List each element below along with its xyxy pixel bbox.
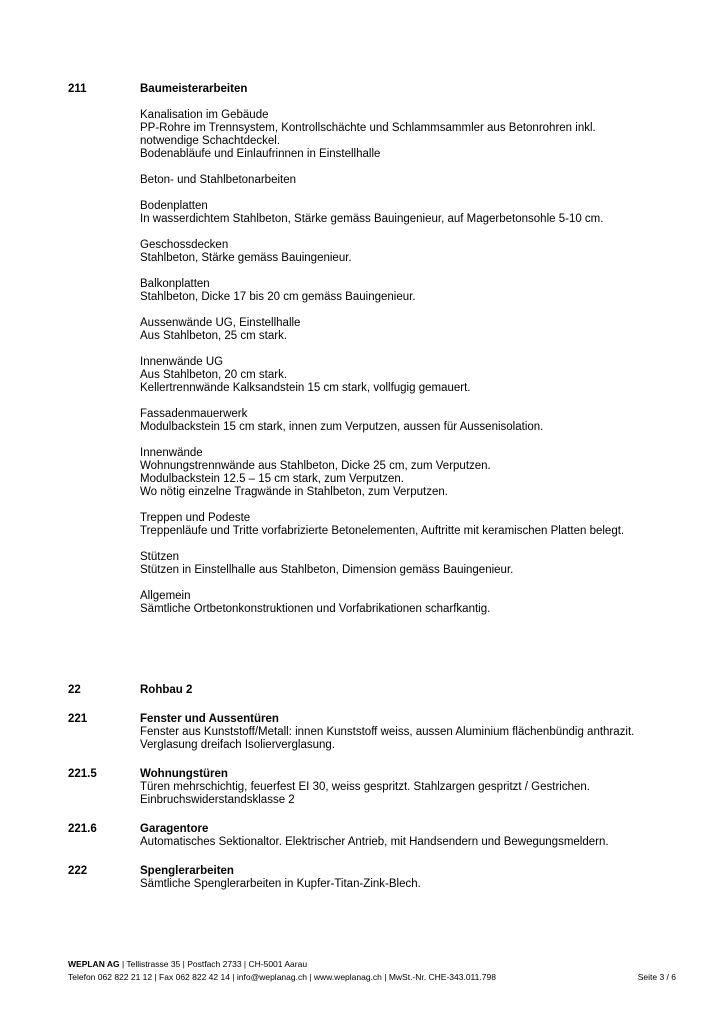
section-title: Wohnungstüren xyxy=(140,768,228,780)
paragraph: Allgemein Sämtliche Ortbetonkonstruktionen und Vorfabrikationen scharfkantig. xyxy=(140,590,491,615)
footer-company: WEPLAN AG xyxy=(68,959,120,969)
section-211 xyxy=(68,83,676,616)
paragraph: Balkonplatten Stahlbeton, Dicke 17 bis 20 cm gemäss Bauingenieur. xyxy=(140,278,416,303)
section-title: Rohbau 2 xyxy=(140,684,193,696)
section-content xyxy=(140,713,676,752)
section-221.6 xyxy=(68,823,676,849)
paragraph: Türen mehrschichtig, feuerfest EI 30, weiss gespritzt. Stahlzargen gespritzt / Gestrichen. Einbruchswiderstandsklasse 2 xyxy=(140,781,590,806)
paragraph: Aussenwände UG, Einstellhalle Aus Stahlbeton, 25 cm stark. xyxy=(140,317,301,342)
section-22 xyxy=(68,684,676,697)
paragraph: Automatisches Sektionaltor. Elektrischer Antrieb, mit Handsendern und Bewegungsmeldern. xyxy=(140,836,609,848)
document-body xyxy=(68,83,676,891)
paragraph: Beton- und Stahlbetonarbeiten xyxy=(140,174,297,186)
section-number: 22 xyxy=(68,684,81,696)
footer-contact: Telefon 062 822 21 12 | Fax 062 822 42 14 | info@weplanag.ch | www.weplanag.ch | MwSt.-Nr. CHE-343.011.798 xyxy=(68,972,496,982)
section-title: Fenster und Aussentüren xyxy=(140,713,279,725)
section-title: Garagentore xyxy=(140,823,209,835)
paragraph: Innenwände UG Aus Stahlbeton, 20 cm stark. Kellertrennwände Kalksandstein 15 cm stark, vollfugig gemauert. xyxy=(140,356,471,394)
paragraph: Kanalisation im Gebäude PP-Rohre im Trennsystem, Kontrollschächte und Schlammsammler aus Betonrohren inkl. notwendige Schachtdeckel. Bodenabläufe und Einlaufrinnen in Einstellhalle xyxy=(140,109,596,160)
section-content xyxy=(140,823,676,849)
section-number: 221 xyxy=(68,713,88,725)
section-number: 211 xyxy=(68,83,87,95)
paragraph: Treppen und Podeste Treppenläufe und Tritte vorfabrizierte Betonelementen, Auftritte mit keramischen Platten belegt. xyxy=(140,512,625,537)
section-number: 222 xyxy=(68,865,88,877)
page-footer xyxy=(68,958,676,984)
paragraph: Innenwände Wohnungstrennwände aus Stahlbeton, Dicke 25 cm, zum Verputzen. Modulbackstein 12.5 – 15 cm stark, zum Verputzen. Wo nötig einzelne Tragwände in Stahlbeton, zum Verputzen. xyxy=(140,447,491,498)
section-221.5 xyxy=(68,768,676,807)
section-222 xyxy=(68,865,676,891)
page-number: Seite 3 / 6 xyxy=(637,972,676,982)
paragraph: Bodenplatten In wasserdichtem Stahlbeton, Stärke gemäss Bauingenieur, auf Magerbetonsohle 5-10 cm. xyxy=(140,200,604,225)
footer-address: | Tellistrasse 35 | Postfach 2733 | CH-5001 Aarau xyxy=(119,959,308,969)
paragraph: Sämtliche Spenglerarbeiten in Kupfer-Titan-Zink-Blech. xyxy=(140,878,421,890)
section-number: 221.5 xyxy=(68,768,97,780)
section-number: 221.6 xyxy=(68,823,97,835)
section-content xyxy=(140,684,676,697)
paragraph: Geschossdecken Stahlbeton, Stärke gemäss Bauingenieur. xyxy=(140,239,352,264)
paragraph: Stützen Stützen in Einstellhalle aus Stahlbeton, Dimension gemäss Bauingenieur. xyxy=(140,551,514,576)
paragraph: Fenster aus Kunststoff/Metall: innen Kunststoff weiss, aussen Aluminium flächenbündig anthrazit. Verglasung dreifach Isolierverglasung. xyxy=(140,726,635,751)
footer-address-line xyxy=(68,958,676,971)
paragraph: Fassadenmauerwerk Modulbackstein 15 cm stark, innen zum Verputzen, aussen für Aussenisolation. xyxy=(140,408,544,433)
section-content xyxy=(140,768,676,807)
section-content xyxy=(140,83,676,616)
footer-contact-line xyxy=(68,971,676,984)
section-221 xyxy=(68,713,676,752)
section-content xyxy=(140,865,676,891)
section-title: Baumeisterarbeiten xyxy=(140,83,248,95)
section-title: Spenglerarbeiten xyxy=(140,865,234,877)
